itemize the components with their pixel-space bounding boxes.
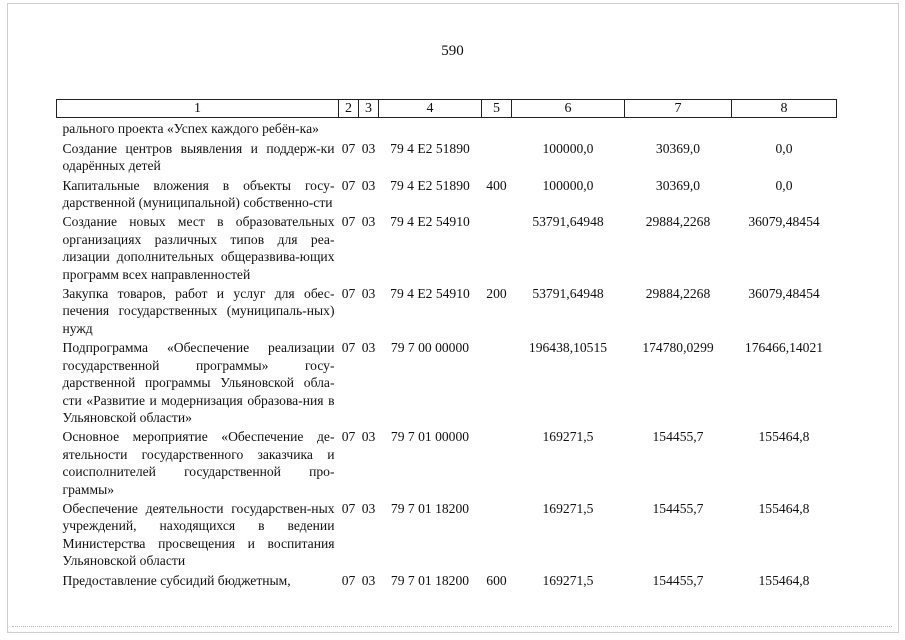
row-target-code (379, 118, 482, 138)
row-amount-8 (732, 118, 837, 138)
row-section: 07 (341, 286, 356, 302)
row-section: 07 (341, 572, 356, 588)
row-subsection: 03 (361, 500, 376, 516)
row-name: Обеспечение деятельности государствен-ных учреждений, находящихся в ведении Министерства просвещения и воспитания Ульяновской области (62, 500, 335, 569)
row-target-code: 79 7 00 00000 (390, 340, 470, 356)
page-number: 590 (441, 43, 464, 59)
row-name: Создание новых мест в образовательных организациях различных типов для реа-лизации дополнительных общеразвива-ющих программ всех направленностей (62, 214, 335, 282)
row-amount-8: 0,0 (775, 177, 793, 193)
table-row (57, 283, 837, 337)
row-section: 07 (341, 340, 356, 356)
row-amount-6: 100000,0 (542, 140, 594, 156)
row-section (339, 118, 359, 138)
row-amount-6: 196438,10515 (528, 340, 608, 356)
row-subsection: 03 (361, 572, 376, 588)
row-name: Закупка товаров, работ и услуг для обес-печения государственных (муниципаль-ных) нужд (62, 286, 335, 336)
table-row (57, 211, 837, 283)
col-header-2: 2 (339, 100, 359, 118)
row-name: рального проекта «Успех каждого ребён-ка» (62, 121, 319, 137)
col-header-8: 8 (732, 100, 837, 118)
row-amount-8: 155464,8 (758, 429, 810, 445)
page-bottom-edge (12, 626, 892, 628)
row-target-code: 79 4 E2 51890 (390, 140, 470, 156)
row-amount-6 (512, 118, 625, 138)
table-row (57, 118, 837, 138)
row-name: Предоставление субсидий бюджетным, (62, 572, 291, 588)
table-row (57, 337, 837, 426)
row-name: Создание центров выявления и поддерж-ки одарённых детей (62, 140, 335, 174)
row-target-code: 79 7 01 18200 (390, 572, 470, 588)
row-subsection: 03 (361, 286, 376, 302)
row-amount-6: 53791,64948 (532, 214, 604, 230)
row-section: 07 (341, 500, 356, 516)
row-amount-6: 169271,5 (542, 500, 594, 516)
row-subsection: 03 (361, 140, 376, 156)
row-name: Основное мероприятие «Обеспечение де-ятельности государственного заказчика и соисполнителей государственной про-граммы» (62, 429, 335, 497)
row-subsection: 03 (361, 177, 376, 193)
row-amount-8: 155464,8 (758, 572, 810, 588)
row-expense-type (482, 426, 512, 498)
row-section: 07 (341, 177, 356, 193)
row-amount-8: 176466,14021 (744, 340, 824, 356)
row-expense-type: 600 (486, 572, 507, 588)
row-expense-type: 200 (486, 286, 507, 302)
row-amount-7: 30369,0 (655, 140, 701, 156)
row-subsection (359, 118, 379, 138)
row-section: 07 (341, 214, 356, 230)
row-target-code: 79 4 E2 54910 (390, 214, 470, 230)
row-amount-7 (625, 118, 732, 138)
row-amount-8: 36079,48454 (748, 286, 820, 302)
col-header-6: 6 (512, 100, 625, 118)
row-name: Капитальные вложения в объекты госу-дарственной (муниципальной) собственно-сти (62, 177, 335, 211)
row-expense-type (482, 337, 512, 426)
budget-table (56, 99, 837, 589)
row-expense-type (482, 138, 512, 175)
row-expense-type (482, 498, 512, 570)
row-subsection: 03 (361, 340, 376, 356)
row-target-code: 79 4 E2 51890 (390, 177, 470, 193)
row-target-code: 79 7 01 18200 (390, 500, 470, 516)
table-row (57, 175, 837, 212)
row-amount-8: 0,0 (775, 140, 793, 156)
table-row (57, 138, 837, 175)
row-amount-7: 154455,7 (652, 572, 704, 588)
row-subsection: 03 (361, 214, 376, 230)
row-expense-type (482, 211, 512, 283)
col-header-7: 7 (625, 100, 732, 118)
col-header-5: 5 (482, 100, 512, 118)
row-subsection: 03 (361, 429, 376, 445)
row-amount-7: 154455,7 (652, 500, 704, 516)
row-expense-type (482, 118, 512, 138)
row-name: Подпрограмма «Обеспечение реализации государственной программы» госу-дарственной программы Ульяновской обла-сти «Развитие и модернизация образова-ния в Ульяновской области» (62, 340, 335, 425)
row-amount-6: 100000,0 (542, 177, 594, 193)
row-amount-8: 155464,8 (758, 500, 810, 516)
row-target-code: 79 4 E2 54910 (390, 286, 470, 302)
row-amount-7: 29884,2268 (645, 214, 711, 230)
row-amount-8: 36079,48454 (748, 214, 820, 230)
col-header-1: 1 (57, 100, 339, 118)
col-header-4: 4 (379, 100, 482, 118)
row-amount-6: 169271,5 (542, 572, 594, 588)
row-section: 07 (341, 429, 356, 445)
row-amount-7: 30369,0 (655, 177, 701, 193)
row-amount-7: 154455,7 (652, 429, 704, 445)
col-header-3: 3 (359, 100, 379, 118)
row-amount-6: 53791,64948 (532, 286, 604, 302)
table-row (57, 498, 837, 570)
row-amount-7: 174780,0299 (642, 340, 714, 356)
row-section: 07 (341, 140, 356, 156)
table-row (57, 570, 837, 589)
row-expense-type: 400 (486, 177, 507, 193)
row-target-code: 79 7 01 00000 (390, 429, 470, 445)
row-amount-7: 29884,2268 (645, 286, 711, 302)
header-row (57, 100, 837, 118)
row-amount-6: 169271,5 (542, 429, 594, 445)
table-row (57, 426, 837, 498)
